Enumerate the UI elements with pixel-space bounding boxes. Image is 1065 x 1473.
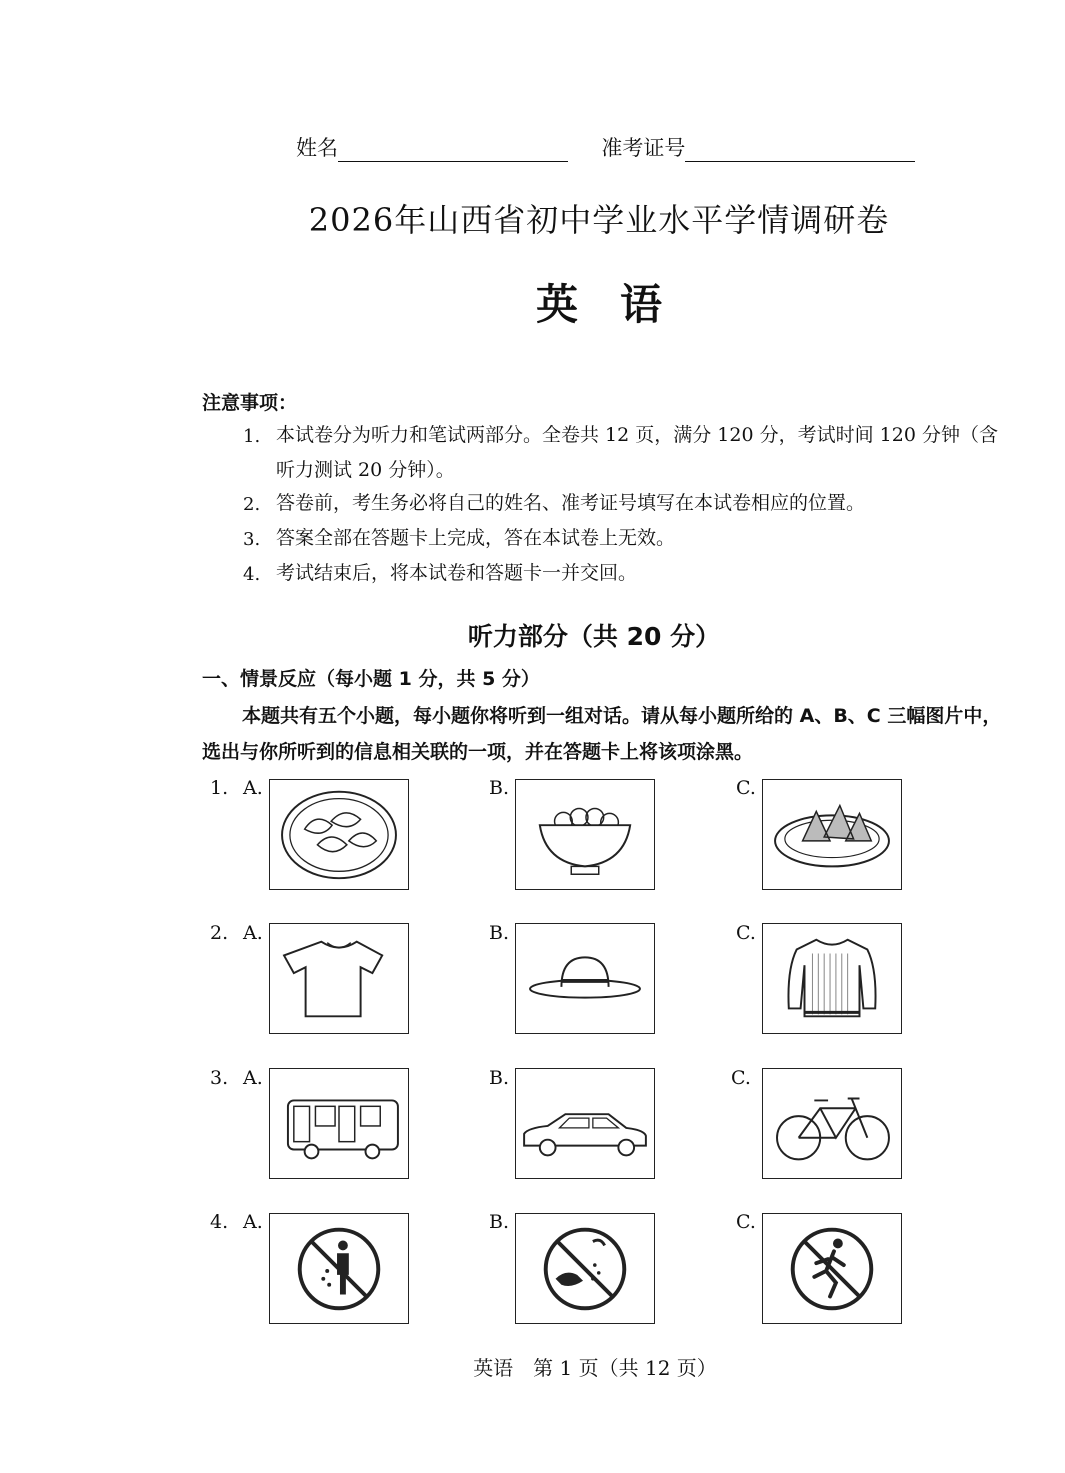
notice-item-text: 考试结束后，将本试卷和答题卡一并交回。 — [276, 562, 638, 584]
exam-id-label: 准考证号 — [601, 136, 686, 160]
candidate-info-fields — [296, 132, 915, 162]
notice-item-text: 答案全部在答题卡上完成，答在本试卷上无效。 — [276, 527, 676, 549]
notice-item-text: 本试卷分为听力和笔试两部分。全卷共 12 页，满分 120 分，考试时间 120 分钟（含听力测试 20 分钟）。 — [276, 424, 998, 481]
question-number: 4. — [210, 1211, 229, 1233]
question-number: 1. — [210, 777, 229, 799]
no-running-icon[interactable] — [762, 1213, 902, 1324]
bicycle-icon[interactable] — [762, 1068, 902, 1179]
option-label: A. — [243, 1067, 263, 1089]
notice-item-number: 1. — [243, 426, 261, 447]
exam-title: 2026年山西省初中学业水平学情调研卷 — [308, 201, 890, 239]
name-label: 姓名 — [296, 136, 338, 160]
no-feeding-birds-icon[interactable] — [515, 1213, 655, 1324]
notice-item-number: 4. — [243, 564, 261, 585]
bus-icon[interactable] — [269, 1068, 409, 1179]
page-footer: 英语 第 1 页（共 12 页） — [473, 1356, 717, 1380]
hat-icon[interactable] — [515, 923, 655, 1034]
no-littering-icon[interactable] — [269, 1213, 409, 1324]
part-instructions: 本题共有五个小题，每小题你将听到一组对话。请从每小题所给的 A、B、C 三幅图片中，选出与你所听到的信息相关联的一项，并在答题卡上将该项涂黑。 — [202, 705, 1002, 763]
option-label: C. — [736, 922, 756, 944]
zongzi-plate-icon[interactable] — [762, 779, 902, 890]
exam-id-blank[interactable] — [685, 139, 915, 162]
option-label: B. — [489, 1211, 510, 1233]
question-number: 3. — [210, 1067, 229, 1089]
option-label: C. — [731, 1067, 751, 1089]
option-label: C. — [736, 1211, 756, 1233]
sweater-icon[interactable] — [762, 923, 902, 1034]
t-shirt-icon[interactable] — [269, 923, 409, 1034]
option-label: B. — [489, 1067, 510, 1089]
dumplings-icon[interactable] — [269, 779, 409, 890]
option-label: A. — [243, 1211, 263, 1233]
option-label: A. — [243, 922, 263, 944]
option-label: B. — [489, 777, 510, 799]
option-label: B. — [489, 922, 510, 944]
rice-balls-bowl-icon[interactable] — [515, 779, 655, 890]
part-title: 一、情景反应（每小题 1 分，共 5 分） — [202, 668, 540, 690]
car-icon[interactable] — [515, 1068, 655, 1179]
option-label: A. — [243, 777, 263, 799]
question-number: 2. — [210, 922, 229, 944]
notice-heading: 注意事项： — [202, 392, 298, 414]
notice-item-number: 2. — [243, 494, 261, 515]
name-blank[interactable] — [338, 139, 568, 162]
notice-item-number: 3. — [243, 529, 261, 550]
section-title: 听力部分（共 20 分） — [467, 622, 721, 651]
option-label: C. — [736, 777, 756, 799]
subject-title: 英 语 — [535, 280, 662, 329]
notice-item-text: 答卷前，考生务必将自己的姓名、准考证号填写在本试卷相应的位置。 — [276, 492, 866, 514]
